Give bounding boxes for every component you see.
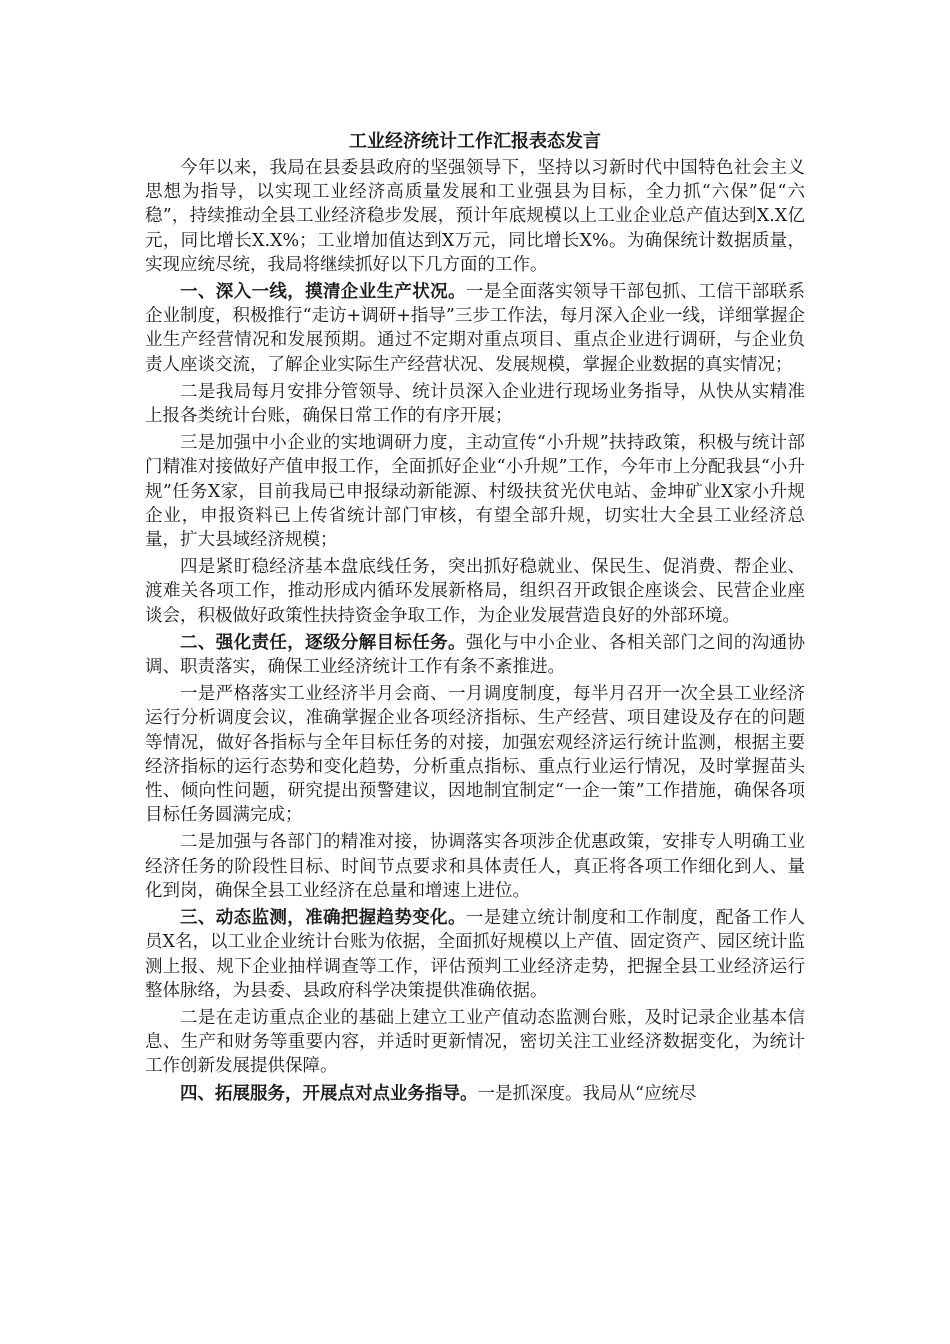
- section-3-text: 一是建立统计制度和工作制度，配备工作人员X名，以工业企业统计台账为依据，全面抓好规模以上产值、固定资产、园区统计监测上报、规下企业抽样调查等工作，评估预判工业经济走势，把握全县工业经济运行整体脉络，为县委、县政府科学决策提供准确依据。: [145, 908, 806, 1001]
- section-1-text: 一是全面落实领导干部包抓、工信干部联系企业制度，积极推行“走访+调研+指导”三步工作法，每月深入企业一线，详细掌握企业生产经营情况和发展预期。通过不定期对重点项目、重点企业进行调研，与企业负责人座谈交流，了解企业实际生产经营状况、发展规模，掌握企业数据的真实情况；: [145, 282, 806, 375]
- section-2-item-1: 一是严格落实工业经济半月会商、一月调度制度，每半月召开一次全县工业经济运行分析调度会议，准确掌握企业各项经济指标、生产经营、项目建设及存在的问题等情况，做好各指标与全年目标任务的对接，加强宏观经济运行统计监测，根据主要经济指标的运行态势和变化趋势，分析重点指标、重点行业运行情况，及时掌握苗头性、倾向性问题，研究提出预警建议，因地制宜制定“一企一策”工作措施，确保各项目标任务圆满完成；: [145, 684, 805, 826]
- section-4-text: 一是抓深度。我局从“应统尽: [477, 1083, 697, 1104]
- section-3-paragraph: [145, 906, 805, 1003]
- section-1-heading: 一、深入一线，摸清企业生产状况。: [180, 282, 466, 303]
- section-1-item-2: 二是我局每月安排分管领导、统计员深入企业进行现场业务指导，从快从实精准上报各类统计台账，确保日常工作的有序开展；: [145, 381, 805, 427]
- section-2-heading: 二、强化责任，逐级分解目标任务。: [180, 632, 466, 653]
- document-page: [145, 130, 805, 1109]
- section-4-heading: 四、拓展服务，开展点对点业务指导。: [180, 1083, 478, 1104]
- section-3-heading: 三、动态监测，准确把握趋势变化。: [180, 908, 466, 929]
- section-1-item-4: 四是紧盯稳经济基本盘底线任务，突出抓好稳就业、保民生、促消费、帮企业、渡难关各项工作，推动形成内循环发展新格局，组织召开政银企座谈会、民营企业座谈会，积极做好政策性扶持资金争取工作，为企业发展营造良好的外部环境。: [145, 557, 805, 626]
- section-1-item-3: 三是加强中小企业的实地调研力度，主动宣传“小升规”扶持政策，积极与统计部门精准对接做好产值申报工作，全面抓好企业“小升规”工作，今年市上分配我县“小升规”任务X家，目前我局已申报绿动新能源、村级扶贫光伏电站、金坤矿业X家小升规企业，申报资料已上传省统计部门审核，有望全部升规，切实壮大全县工业经济总量，扩大县域经济规模；: [145, 433, 805, 551]
- section-4-paragraph: [145, 1082, 805, 1106]
- section-1-paragraph: [145, 280, 805, 377]
- section-3-item-2: 二是在走访重点企业的基础上建立工业产值动态监测台账，及时记录企业基本信息、生产和财务等重要内容，并适时更新情况，密切关注工业经济数据变化，为统计工作创新发展提供保障。: [145, 1007, 805, 1077]
- intro-paragraph: 今年以来，我局在县委县政府的坚强领导下，坚持以习新时代中国特色社会主义思想为指导，以实现工业经济高质量发展和工业强县为目标，全力抓“六保”促“六稳”，持续推动全县工业经济稳步发展，预计年底规模以上工业企业总产值达到X.X亿元，同比增长X.X%；工业增加值达到X万元，同比增长X%。为确保统计数据质量，实现应统尽统，我局将继续抓好以下几方面的工作。: [145, 158, 805, 275]
- section-2-text: 强化与中小企业、各相关部门之间的沟通协调、职责落实，确保工业经济统计工作有条不紊推进。: [145, 632, 806, 678]
- section-2-paragraph: [145, 631, 805, 679]
- document-title: 工业经济统计工作汇报表态发言: [349, 131, 601, 152]
- section-2-item-2: 二是加强与各部门的精准对接，协调落实各项涉企优惠政策，安排专人明确工业经济任务的阶段性目标、时间节点要求和具体责任人，真正将各项工作细化到人、量化到岗，确保全县工业经济在总量和增速上进位。: [145, 832, 805, 901]
